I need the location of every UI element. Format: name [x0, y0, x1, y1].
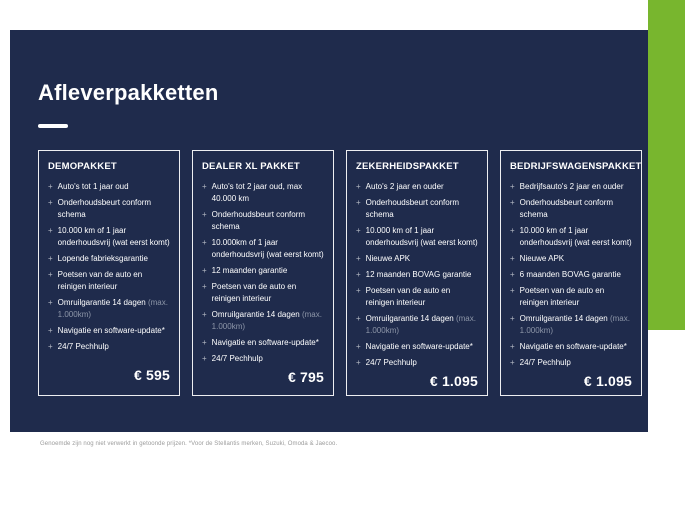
- feature-list: [48, 181, 170, 357]
- feature-text: Nieuwe APK: [519, 254, 565, 263]
- feature-list: [202, 181, 324, 369]
- feature-text: 10.000 km of 1 jaar onderhoudsvrij (wat eerst komt): [519, 226, 632, 247]
- plus-icon: +: [510, 342, 515, 351]
- feature-item: [356, 225, 478, 249]
- feature-text: 12 maanden garantie: [211, 266, 288, 275]
- plus-icon: +: [202, 310, 207, 319]
- package-price: € 795: [287, 369, 324, 385]
- feature-item: [202, 337, 324, 349]
- feature-item: [202, 265, 324, 277]
- feature-text: 10.000 km of 1 jaar onderhoudsvrij (wat eerst komt): [365, 226, 478, 247]
- feature-item: [202, 209, 324, 233]
- feature-item: [510, 225, 632, 249]
- feature-item: [510, 253, 632, 265]
- feature-text: 24/7 Pechhulp: [365, 358, 417, 367]
- plus-icon: +: [202, 210, 207, 219]
- feature-text: 24/7 Pechhulp: [519, 358, 571, 367]
- feature-text: Navigatie en software-update*: [211, 338, 319, 347]
- feature-list: [510, 181, 632, 373]
- feature-text: Poetsen van de auto en reinigen interieur: [57, 270, 143, 291]
- plus-icon: +: [48, 198, 53, 207]
- feature-text: Poetsen van de auto en reinigen interieur: [211, 282, 297, 303]
- plus-icon: +: [202, 338, 207, 347]
- plus-icon: +: [356, 226, 361, 235]
- feature-item: [48, 297, 170, 321]
- feature-item: [510, 285, 632, 309]
- feature-text: Omruilgarantie 14 dagen (max. 1.000km): [211, 310, 322, 331]
- feature-text: Omruilgarantie 14 dagen (max. 1.000km): [365, 314, 476, 335]
- plus-icon: +: [356, 270, 361, 279]
- feature-text: Navigatie en software-update*: [365, 342, 473, 351]
- feature-item: [510, 357, 632, 369]
- feature-item: [48, 197, 170, 221]
- feature-note: (max. 1.000km): [519, 314, 630, 335]
- feature-text: Nieuwe APK: [365, 254, 411, 263]
- feature-item: [202, 309, 324, 333]
- plus-icon: +: [202, 282, 207, 291]
- feature-text: Poetsen van de auto en reinigen interieur: [365, 286, 451, 307]
- feature-text: Navigatie en software-update*: [57, 326, 165, 335]
- plus-icon: +: [202, 266, 207, 275]
- feature-item: [202, 237, 324, 261]
- packages-panel: [10, 30, 648, 432]
- feature-item: [48, 341, 170, 353]
- plus-icon: +: [356, 286, 361, 295]
- feature-text: Onderhoudsbeurt conform schema: [211, 210, 306, 231]
- feature-item: [510, 181, 632, 193]
- feature-text: 12 maanden BOVAG garantie: [365, 270, 472, 279]
- plus-icon: +: [510, 286, 515, 295]
- plus-icon: +: [510, 182, 515, 191]
- feature-item: [510, 197, 632, 221]
- green-accent-stripe: [648, 0, 685, 330]
- feature-item: [356, 341, 478, 353]
- feature-item: [356, 285, 478, 309]
- plus-icon: +: [510, 314, 515, 323]
- page-title: Afleverpakketten: [38, 80, 219, 105]
- plus-icon: +: [356, 358, 361, 367]
- feature-text: Auto's tot 2 jaar oud, max 40.000 km: [211, 182, 303, 203]
- feature-item: [48, 181, 170, 193]
- package-title: DEALER XL PAKKET: [202, 161, 300, 172]
- plus-icon: +: [202, 182, 207, 191]
- feature-item: [48, 225, 170, 249]
- feature-item: [510, 313, 632, 337]
- feature-item: [356, 269, 478, 281]
- plus-icon: +: [510, 270, 515, 279]
- feature-item: [356, 357, 478, 369]
- plus-icon: +: [356, 342, 361, 351]
- plus-icon: +: [48, 254, 53, 263]
- package-title: BEDRIJFSWAGENSPAKKET: [510, 161, 642, 172]
- package-card-bedrijfswagenspakket: [500, 150, 642, 396]
- plus-icon: +: [510, 358, 515, 367]
- package-title: ZEKERHEIDSPAKKET: [356, 161, 459, 172]
- feature-text: 10.000 km of 1 jaar onderhoudsvrij (wat eerst komt): [57, 226, 170, 247]
- feature-text: 24/7 Pechhulp: [211, 354, 263, 363]
- feature-note: (max. 1.000km): [211, 310, 322, 331]
- plus-icon: +: [48, 226, 53, 235]
- package-card-demopakket: [38, 150, 180, 396]
- feature-note: (max. 1.000km): [365, 314, 476, 335]
- feature-text: Omruilgarantie 14 dagen (max. 1.000km): [57, 298, 168, 319]
- feature-item: [510, 341, 632, 353]
- package-cards-row: [38, 150, 642, 396]
- feature-text: Auto's tot 1 jaar oud: [57, 182, 129, 191]
- plus-icon: +: [356, 198, 361, 207]
- feature-item: [510, 269, 632, 281]
- feature-text: Navigatie en software-update*: [519, 342, 627, 351]
- feature-item: [202, 281, 324, 305]
- plus-icon: +: [48, 182, 53, 191]
- feature-text: Onderhoudsbeurt conform schema: [519, 198, 614, 219]
- package-card-dealer-xl-pakket: [192, 150, 334, 396]
- feature-list: [356, 181, 478, 373]
- feature-text: 6 maanden BOVAG garantie: [519, 270, 621, 279]
- feature-item: [48, 269, 170, 293]
- feature-text: 10.000km of 1 jaar onderhoudsvrij (wat eerst komt): [211, 238, 324, 259]
- footnote: Genoemde zijn nog niet verwerkt in getoonde prijzen. *Voor de Stellantis merken, Suzuki, Omoda & Jaecoo.: [40, 441, 338, 447]
- feature-text: Lopende fabrieksgarantie: [57, 254, 148, 263]
- feature-text: Omruilgarantie 14 dagen (max. 1.000km): [519, 314, 630, 335]
- feature-item: [48, 325, 170, 337]
- plus-icon: +: [202, 354, 207, 363]
- feature-note: (max. 1.000km): [57, 298, 168, 319]
- feature-item: [356, 197, 478, 221]
- feature-text: Auto's 2 jaar en ouder: [365, 182, 444, 191]
- feature-item: [48, 253, 170, 265]
- feature-item: [356, 181, 478, 193]
- feature-text: Onderhoudsbeurt conform schema: [57, 198, 152, 219]
- plus-icon: +: [510, 198, 515, 207]
- feature-text: Poetsen van de auto en reinigen interieur: [519, 286, 605, 307]
- feature-text: 24/7 Pechhulp: [57, 342, 109, 351]
- plus-icon: +: [202, 238, 207, 247]
- plus-icon: +: [48, 342, 53, 351]
- plus-icon: +: [356, 314, 361, 323]
- title-underline: [38, 124, 68, 128]
- plus-icon: +: [510, 254, 515, 263]
- package-price: € 1.095: [583, 373, 632, 389]
- feature-item: [356, 253, 478, 265]
- plus-icon: +: [510, 226, 515, 235]
- plus-icon: +: [48, 298, 53, 307]
- feature-item: [356, 313, 478, 337]
- feature-text: Onderhoudsbeurt conform schema: [365, 198, 460, 219]
- package-price: € 1.095: [429, 373, 478, 389]
- feature-text: Bedrijfsauto's 2 jaar en ouder: [519, 182, 624, 191]
- package-title: DEMOPAKKET: [48, 161, 117, 172]
- package-price: € 595: [133, 367, 170, 383]
- plus-icon: +: [48, 270, 53, 279]
- plus-icon: +: [356, 254, 361, 263]
- package-card-zekerheidspakket: [346, 150, 488, 396]
- plus-icon: +: [356, 182, 361, 191]
- plus-icon: +: [48, 326, 53, 335]
- feature-item: [202, 181, 324, 205]
- feature-item: [202, 353, 324, 365]
